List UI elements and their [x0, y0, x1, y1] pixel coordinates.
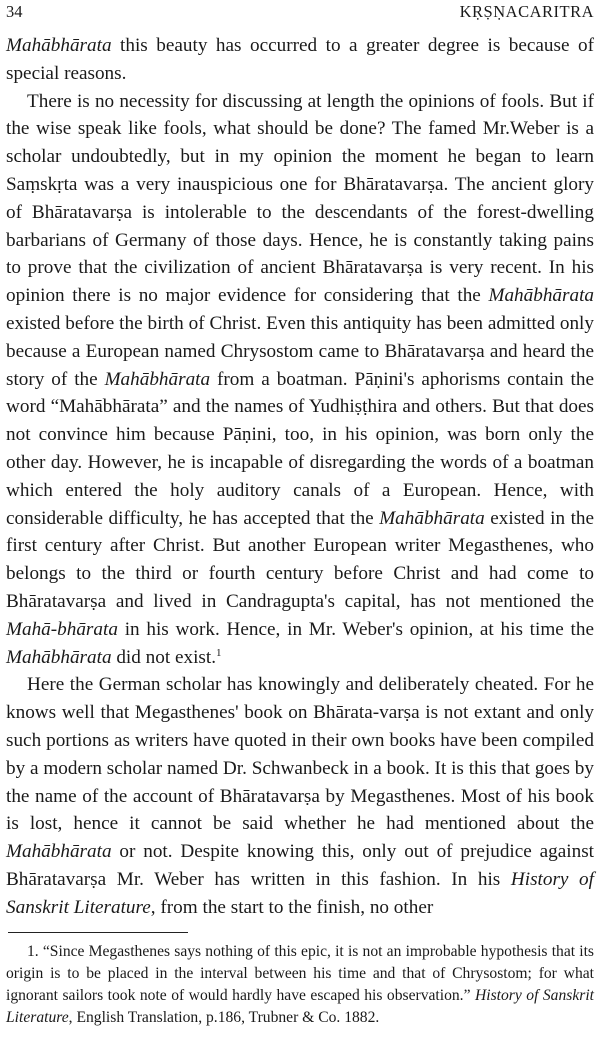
running-title: KṚṢṆACARITRA: [459, 2, 594, 21]
page-header: [6, 0, 594, 32]
body-text: [6, 32, 594, 922]
italic-title: Mahābhārata: [104, 368, 211, 390]
italic-title: Mahābhārata: [6, 646, 112, 668]
footnote-italic-title: History of Sanskrit Literature: [6, 986, 595, 1026]
paragraph-1: [6, 32, 594, 88]
italic-title: Mahā-bhārata: [6, 618, 118, 640]
footnote-text: 1. “Since Megasthenes says nothing of this epic, it is not an improbable hypothesis that its origin is to be placed in the interval between his time and that of Chrysostom; for what ignorant sailors took note of would hardly have escaped his observation.”: [6, 942, 594, 1004]
text-run: from a boatman. Pāṇini's aphorisms contain the word “Mahābhārata” and the names of Yudhiṣṭhira and others. But that does not convince him because Pāṇini, too, in his opinion, was born only the other day. However, he is incapable of disregarding the words of a boatman which entered the holy auditory canals of a European. Hence, with considerable difficulty, he has accepted that the: [6, 368, 594, 529]
text-run: existed before the birth of Christ. Even this antiquity has been admitted only because a European named Chrysostom came to Bhāratavarṣa and heard the story of the: [6, 312, 594, 390]
text-run: There is no necessity for discussing at length the opinions of fools. But if the wise speak like fools, what should be done? The famed Mr.Weber is a scholar undoubtedly, but in my opinion the moment he began to learn Saṃskṛta was a very inauspicious one for Bhāratavarṣa. The ancient glory of Bhāratavarṣa is intolerable to the descendants of the forest-dwelling barbarians of Germany of those days. Hence, he is constantly taking pains to prove that the civilization of ancient Bhāratavarṣa is very recent. In his opinion there is no major evidence for considering that the: [6, 90, 594, 307]
italic-title: Mahābhārata: [488, 285, 594, 307]
italic-title: Mahābhārata: [379, 507, 485, 529]
footnote-marker: 1: [216, 646, 222, 659]
footnote-divider: [8, 932, 188, 933]
text-run: Here the German scholar has knowingly and deliberately cheated. For he knows well that Megasthenes' book on Bhārata-varṣa is not extant and only such portions as writers have quoted in their own books have been compiled by a modern scholar named Dr. Schwanbeck in a book. It is this that goes by the name of the account of Bhāratavarṣa by Megasthenes. Most of his book is lost, hence it cannot be said whether he had mentioned about the: [6, 674, 594, 835]
italic-title: Mahābhārata: [6, 35, 112, 56]
paragraph-3: [6, 671, 594, 921]
footnote: [6, 941, 594, 1029]
text-run: , from the start to the finish, no other: [150, 896, 434, 918]
text-run: in his work. Hence, in Mr. Weber's opinion, at his time the: [117, 618, 594, 640]
text-run: this beauty has occurred to a greater degree is because of special reasons.: [6, 35, 594, 84]
text-run: existed in the first century after Christ. But another European writer Megasthenes, who belongs to the third or fourth century before Christ and had come to Bhāratavarṣa and lived in Candragupta's capital, has not mentioned the: [6, 507, 595, 612]
text-run: did not exist.: [111, 646, 216, 668]
paragraph-2: [6, 88, 594, 672]
italic-title: History of Sanskrit Literature: [6, 868, 594, 918]
page-number: 34: [6, 2, 23, 21]
text-run: or not. Despite knowing this, only out of prejudice against Bhāratavarṣa Mr. Weber has written in this fashion. In his: [6, 841, 594, 890]
footnote-text: , English Translation, p.186, Trubner & Co. 1882.: [68, 1008, 380, 1026]
italic-title: Mahābhārata: [6, 841, 112, 863]
